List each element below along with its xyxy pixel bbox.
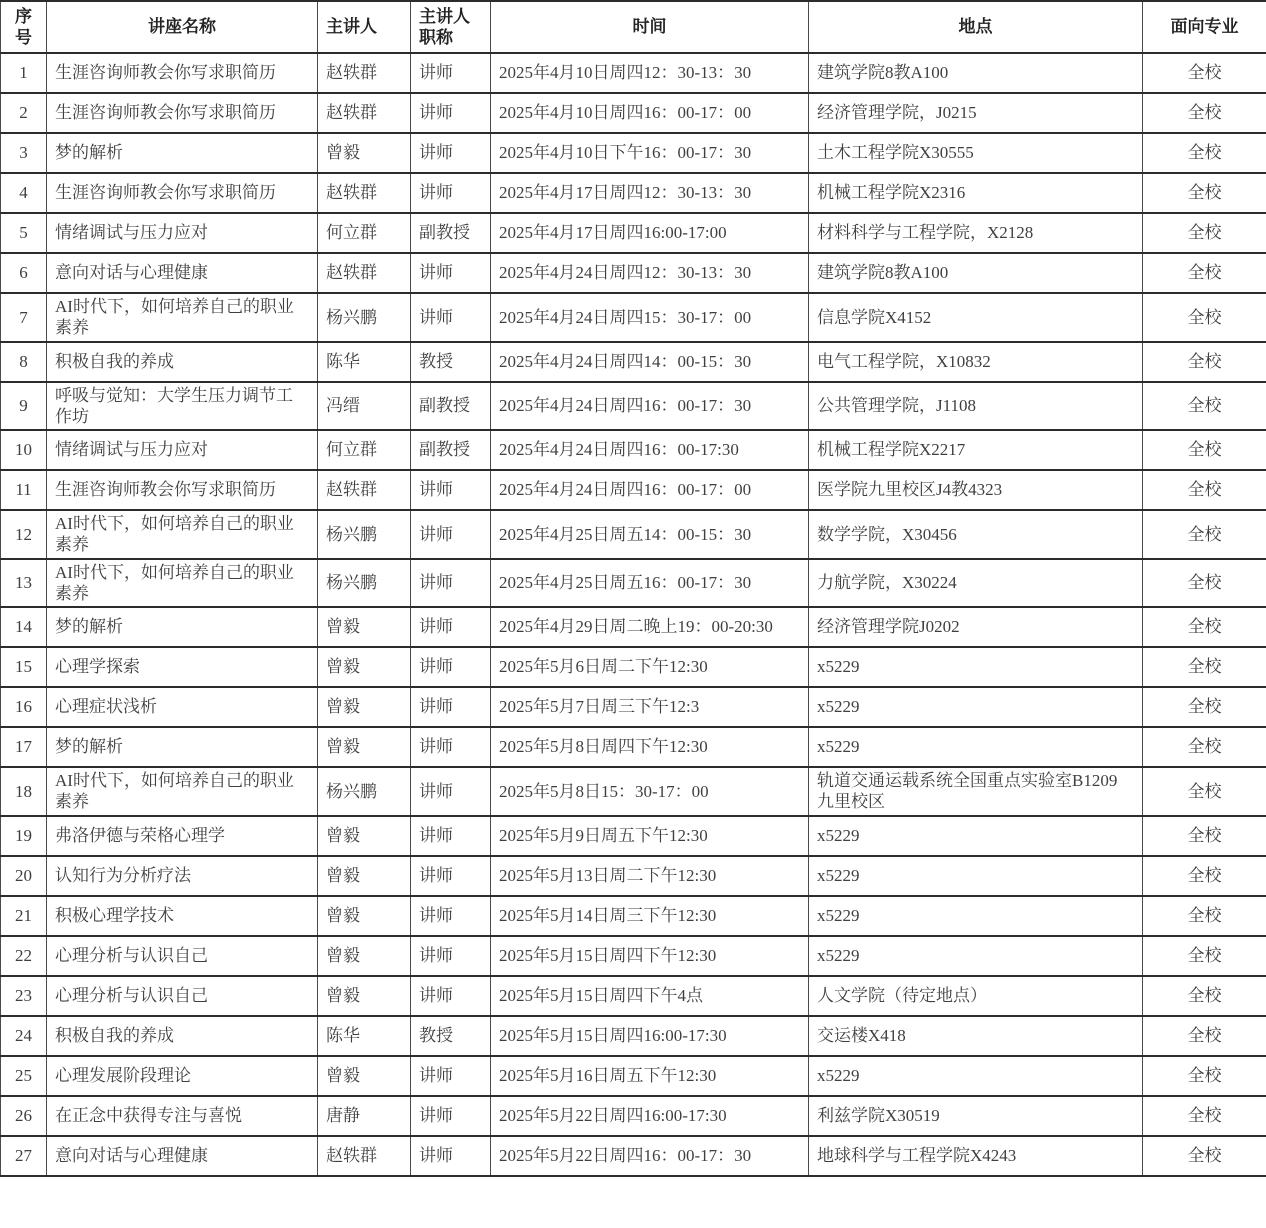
cell-major: 全校 — [1143, 936, 1266, 976]
col-header-speaker-rank: 主讲人职称 — [411, 1, 491, 53]
cell-time: 2025年5月6日周二下午12:30 — [491, 647, 809, 687]
cell-index: 20 — [1, 856, 47, 896]
cell-index: 7 — [1, 293, 47, 342]
cell-location: x5229 — [809, 687, 1143, 727]
cell-location: 材料科学与工程学院，X2128 — [809, 213, 1143, 253]
cell-location: 土木工程学院X30555 — [809, 133, 1143, 173]
cell-time: 2025年4月25日周五14：00-15：30 — [491, 510, 809, 559]
table-row — [1, 559, 1266, 608]
cell-lecture-title: 在正念中获得专注与喜悦 — [47, 1096, 318, 1136]
cell-lecture-title: 生涯咨询师教会你写求职简历 — [47, 93, 318, 133]
cell-speaker-rank: 讲师 — [411, 133, 491, 173]
table-row — [1, 976, 1266, 1016]
cell-index: 12 — [1, 510, 47, 559]
cell-speaker-rank: 讲师 — [411, 1056, 491, 1096]
cell-time: 2025年4月25日周五16：00-17：30 — [491, 559, 809, 608]
cell-speaker: 冯缙 — [318, 382, 411, 431]
cell-location: 经济管理学院，J0215 — [809, 93, 1143, 133]
cell-major: 全校 — [1143, 213, 1266, 253]
cell-index: 1 — [1, 53, 47, 93]
cell-location: x5229 — [809, 647, 1143, 687]
cell-lecture-title: 生涯咨询师教会你写求职简历 — [47, 470, 318, 510]
table-row — [1, 727, 1266, 767]
cell-location: 机械工程学院X2217 — [809, 430, 1143, 470]
cell-time: 2025年5月14日周三下午12:30 — [491, 896, 809, 936]
cell-speaker: 赵轶群 — [318, 1136, 411, 1176]
cell-lecture-title: 意向对话与心理健康 — [47, 1136, 318, 1176]
cell-time: 2025年5月9日周五下午12:30 — [491, 816, 809, 856]
cell-lecture-title: 积极自我的养成 — [47, 1016, 318, 1056]
cell-lecture-title: 心理分析与认识自己 — [47, 976, 318, 1016]
cell-speaker-rank: 讲师 — [411, 607, 491, 647]
cell-major: 全校 — [1143, 133, 1266, 173]
col-header-time: 时间 — [491, 1, 809, 53]
cell-location: 地球科学与工程学院X4243 — [809, 1136, 1143, 1176]
cell-speaker-rank: 讲师 — [411, 1136, 491, 1176]
cell-index: 24 — [1, 1016, 47, 1056]
cell-major: 全校 — [1143, 430, 1266, 470]
cell-major: 全校 — [1143, 647, 1266, 687]
cell-time: 2025年4月10日下午16：00-17：30 — [491, 133, 809, 173]
cell-lecture-title: 认知行为分析疗法 — [47, 856, 318, 896]
table-row — [1, 253, 1266, 293]
cell-lecture-title: 梦的解析 — [47, 607, 318, 647]
cell-speaker-rank: 讲师 — [411, 173, 491, 213]
cell-speaker-rank: 讲师 — [411, 767, 491, 816]
cell-lecture-title: 心理发展阶段理论 — [47, 1056, 318, 1096]
cell-major: 全校 — [1143, 510, 1266, 559]
cell-location: 力航学院，X30224 — [809, 559, 1143, 608]
cell-time: 2025年5月22日周四16：00-17：30 — [491, 1136, 809, 1176]
cell-speaker-rank: 教授 — [411, 1016, 491, 1056]
cell-time: 2025年4月17日周四12：30-13：30 — [491, 173, 809, 213]
cell-location: 交运楼X418 — [809, 1016, 1143, 1056]
cell-speaker-rank: 讲师 — [411, 559, 491, 608]
cell-index: 25 — [1, 1056, 47, 1096]
cell-speaker-rank: 讲师 — [411, 647, 491, 687]
table-header — [1, 1, 1266, 53]
table-row — [1, 173, 1266, 213]
table-body — [1, 53, 1266, 1176]
cell-location: 医学院九里校区J4教4323 — [809, 470, 1143, 510]
table-row — [1, 816, 1266, 856]
cell-index: 14 — [1, 607, 47, 647]
cell-speaker: 杨兴鹏 — [318, 510, 411, 559]
cell-speaker-rank: 教授 — [411, 342, 491, 382]
table-row — [1, 342, 1266, 382]
cell-time: 2025年4月24日周四15：30-17：00 — [491, 293, 809, 342]
cell-time: 2025年5月16日周五下午12:30 — [491, 1056, 809, 1096]
cell-major: 全校 — [1143, 382, 1266, 431]
cell-index: 6 — [1, 253, 47, 293]
cell-lecture-title: 积极心理学技术 — [47, 896, 318, 936]
cell-index: 13 — [1, 559, 47, 608]
cell-major: 全校 — [1143, 727, 1266, 767]
cell-location: 机械工程学院X2316 — [809, 173, 1143, 213]
cell-time: 2025年5月15日周四下午4点 — [491, 976, 809, 1016]
cell-location: 公共管理学院，J1108 — [809, 382, 1143, 431]
cell-index: 10 — [1, 430, 47, 470]
cell-major: 全校 — [1143, 173, 1266, 213]
cell-index: 9 — [1, 382, 47, 431]
table-row — [1, 430, 1266, 470]
cell-speaker-rank: 讲师 — [411, 856, 491, 896]
cell-speaker: 曾毅 — [318, 687, 411, 727]
cell-location: 信息学院X4152 — [809, 293, 1143, 342]
cell-speaker: 何立群 — [318, 213, 411, 253]
table-row — [1, 1056, 1266, 1096]
cell-time: 2025年5月7日周三下午12:3 — [491, 687, 809, 727]
cell-speaker: 赵轶群 — [318, 253, 411, 293]
cell-speaker: 曾毅 — [318, 727, 411, 767]
cell-speaker: 唐静 — [318, 1096, 411, 1136]
cell-major: 全校 — [1143, 816, 1266, 856]
cell-speaker-rank: 讲师 — [411, 727, 491, 767]
cell-speaker: 曾毅 — [318, 607, 411, 647]
cell-index: 11 — [1, 470, 47, 510]
cell-major: 全校 — [1143, 896, 1266, 936]
cell-major: 全校 — [1143, 607, 1266, 647]
cell-index: 21 — [1, 896, 47, 936]
cell-lecture-title: AI时代下，如何培养自己的职业素养 — [47, 559, 318, 608]
cell-location: x5229 — [809, 727, 1143, 767]
cell-major: 全校 — [1143, 93, 1266, 133]
cell-major: 全校 — [1143, 293, 1266, 342]
cell-location: 人文学院（待定地点） — [809, 976, 1143, 1016]
cell-lecture-title: 心理症状浅析 — [47, 687, 318, 727]
cell-time: 2025年4月24日周四14：00-15：30 — [491, 342, 809, 382]
cell-speaker: 杨兴鹏 — [318, 559, 411, 608]
cell-speaker: 曾毅 — [318, 856, 411, 896]
cell-speaker-rank: 讲师 — [411, 896, 491, 936]
cell-speaker: 赵轶群 — [318, 470, 411, 510]
table-row — [1, 1136, 1266, 1176]
cell-time: 2025年5月8日周四下午12:30 — [491, 727, 809, 767]
cell-speaker: 曾毅 — [318, 647, 411, 687]
cell-speaker: 何立群 — [318, 430, 411, 470]
cell-lecture-title: 意向对话与心理健康 — [47, 253, 318, 293]
table-row — [1, 133, 1266, 173]
cell-speaker-rank: 副教授 — [411, 430, 491, 470]
cell-major: 全校 — [1143, 1136, 1266, 1176]
header-row — [1, 1, 1266, 53]
cell-speaker: 曾毅 — [318, 816, 411, 856]
col-header-major: 面向专业 — [1143, 1, 1266, 53]
cell-index: 15 — [1, 647, 47, 687]
cell-lecture-title: 情绪调试与压力应对 — [47, 430, 318, 470]
cell-speaker-rank: 讲师 — [411, 816, 491, 856]
cell-index: 3 — [1, 133, 47, 173]
cell-index: 27 — [1, 1136, 47, 1176]
cell-lecture-title: 梦的解析 — [47, 133, 318, 173]
cell-speaker: 曾毅 — [318, 133, 411, 173]
cell-major: 全校 — [1143, 342, 1266, 382]
cell-time: 2025年4月10日周四16：00-17：00 — [491, 93, 809, 133]
cell-major: 全校 — [1143, 1096, 1266, 1136]
cell-index: 18 — [1, 767, 47, 816]
cell-major: 全校 — [1143, 1016, 1266, 1056]
table-row — [1, 382, 1266, 431]
cell-time: 2025年4月24日周四16：00-17:30 — [491, 430, 809, 470]
cell-time: 2025年5月15日周四16:00-17:30 — [491, 1016, 809, 1056]
table-row — [1, 213, 1266, 253]
cell-location: x5229 — [809, 936, 1143, 976]
cell-index: 4 — [1, 173, 47, 213]
cell-index: 17 — [1, 727, 47, 767]
cell-speaker-rank: 讲师 — [411, 1096, 491, 1136]
cell-speaker: 陈华 — [318, 1016, 411, 1056]
cell-lecture-title: AI时代下，如何培养自己的职业素养 — [47, 510, 318, 559]
cell-major: 全校 — [1143, 253, 1266, 293]
cell-speaker-rank: 副教授 — [411, 382, 491, 431]
cell-lecture-title: 呼吸与觉知：大学生压力调节工作坊 — [47, 382, 318, 431]
cell-major: 全校 — [1143, 1056, 1266, 1096]
col-header-index: 序号 — [1, 1, 47, 53]
cell-speaker: 陈华 — [318, 342, 411, 382]
cell-speaker-rank: 讲师 — [411, 687, 491, 727]
table-row — [1, 1096, 1266, 1136]
cell-speaker-rank: 讲师 — [411, 976, 491, 1016]
cell-speaker: 曾毅 — [318, 976, 411, 1016]
cell-location: x5229 — [809, 896, 1143, 936]
col-header-location: 地点 — [809, 1, 1143, 53]
cell-time: 2025年5月22日周四16:00-17:30 — [491, 1096, 809, 1136]
table-row — [1, 647, 1266, 687]
table-row — [1, 607, 1266, 647]
cell-location: x5229 — [809, 856, 1143, 896]
cell-location: 建筑学院8教A100 — [809, 53, 1143, 93]
cell-major: 全校 — [1143, 559, 1266, 608]
cell-index: 16 — [1, 687, 47, 727]
cell-speaker: 杨兴鹏 — [318, 767, 411, 816]
col-header-lecture-title: 讲座名称 — [47, 1, 318, 53]
cell-lecture-title: 积极自我的养成 — [47, 342, 318, 382]
table-row — [1, 687, 1266, 727]
table-row — [1, 856, 1266, 896]
cell-location: 经济管理学院J0202 — [809, 607, 1143, 647]
cell-location: x5229 — [809, 1056, 1143, 1096]
cell-speaker: 赵轶群 — [318, 53, 411, 93]
cell-major: 全校 — [1143, 976, 1266, 1016]
cell-major: 全校 — [1143, 470, 1266, 510]
cell-speaker: 曾毅 — [318, 936, 411, 976]
cell-speaker-rank: 讲师 — [411, 53, 491, 93]
cell-time: 2025年4月24日周四16：00-17：00 — [491, 470, 809, 510]
cell-index: 5 — [1, 213, 47, 253]
cell-speaker: 赵轶群 — [318, 173, 411, 213]
cell-time: 2025年4月17日周四16:00-17:00 — [491, 213, 809, 253]
cell-index: 22 — [1, 936, 47, 976]
cell-major: 全校 — [1143, 53, 1266, 93]
cell-lecture-title: 梦的解析 — [47, 727, 318, 767]
cell-speaker: 曾毅 — [318, 1056, 411, 1096]
cell-lecture-title: 心理分析与认识自己 — [47, 936, 318, 976]
cell-time: 2025年4月29日周二晚上19：00-20:30 — [491, 607, 809, 647]
cell-speaker-rank: 讲师 — [411, 93, 491, 133]
cell-lecture-title: AI时代下，如何培养自己的职业素养 — [47, 767, 318, 816]
cell-speaker-rank: 讲师 — [411, 936, 491, 976]
table-row — [1, 53, 1266, 93]
table-row — [1, 93, 1266, 133]
cell-major: 全校 — [1143, 687, 1266, 727]
cell-speaker-rank: 讲师 — [411, 510, 491, 559]
cell-lecture-title: 生涯咨询师教会你写求职简历 — [47, 53, 318, 93]
cell-speaker-rank: 讲师 — [411, 470, 491, 510]
col-header-speaker: 主讲人 — [318, 1, 411, 53]
cell-time: 2025年5月13日周二下午12:30 — [491, 856, 809, 896]
cell-index: 26 — [1, 1096, 47, 1136]
cell-speaker-rank: 副教授 — [411, 213, 491, 253]
cell-major: 全校 — [1143, 767, 1266, 816]
cell-major: 全校 — [1143, 856, 1266, 896]
cell-time: 2025年4月24日周四12：30-13：30 — [491, 253, 809, 293]
cell-location: 电气工程学院，X10832 — [809, 342, 1143, 382]
cell-lecture-title: 弗洛伊德与荣格心理学 — [47, 816, 318, 856]
table-row — [1, 1016, 1266, 1056]
cell-location: 利兹学院X30519 — [809, 1096, 1143, 1136]
cell-time: 2025年5月8日15：30-17：00 — [491, 767, 809, 816]
cell-lecture-title: 情绪调试与压力应对 — [47, 213, 318, 253]
cell-speaker: 赵轶群 — [318, 93, 411, 133]
cell-speaker-rank: 讲师 — [411, 293, 491, 342]
cell-location: 轨道交通运载系统全国重点实验室B1209九里校区 — [809, 767, 1143, 816]
cell-index: 23 — [1, 976, 47, 1016]
cell-speaker-rank: 讲师 — [411, 253, 491, 293]
cell-index: 2 — [1, 93, 47, 133]
cell-index: 8 — [1, 342, 47, 382]
cell-lecture-title: AI时代下，如何培养自己的职业素养 — [47, 293, 318, 342]
table-row — [1, 767, 1266, 816]
cell-index: 19 — [1, 816, 47, 856]
cell-time: 2025年5月15日周四下午12:30 — [491, 936, 809, 976]
cell-location: 建筑学院8教A100 — [809, 253, 1143, 293]
table-row — [1, 470, 1266, 510]
cell-lecture-title: 心理学探索 — [47, 647, 318, 687]
table-row — [1, 510, 1266, 559]
cell-location: x5229 — [809, 816, 1143, 856]
table-row — [1, 896, 1266, 936]
table-row — [1, 293, 1266, 342]
cell-speaker: 杨兴鹏 — [318, 293, 411, 342]
cell-time: 2025年4月24日周四16：00-17：30 — [491, 382, 809, 431]
cell-speaker: 曾毅 — [318, 896, 411, 936]
cell-time: 2025年4月10日周四12：30-13：30 — [491, 53, 809, 93]
table-row — [1, 936, 1266, 976]
cell-lecture-title: 生涯咨询师教会你写求职简历 — [47, 173, 318, 213]
cell-location: 数学学院，X30456 — [809, 510, 1143, 559]
